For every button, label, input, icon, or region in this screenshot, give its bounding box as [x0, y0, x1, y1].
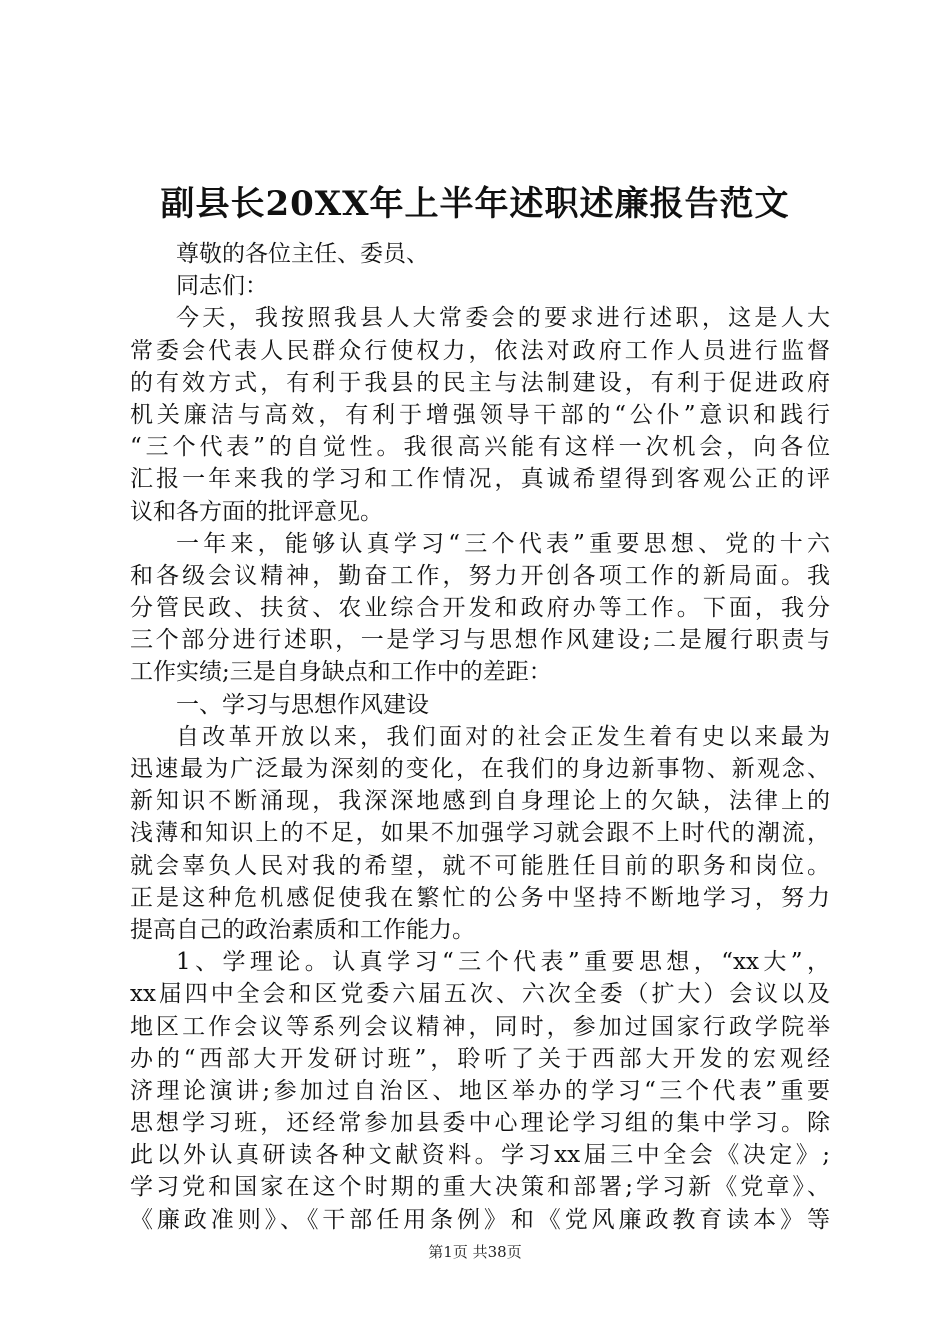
text-line: 常委会代表人民群众行使权力，依法对政府工作人员进行监督 — [130, 337, 830, 364]
text-line: 济理论演讲;参加过自治区、地区举办的学习“三个代表”重要 — [130, 1077, 830, 1104]
document-body — [130, 238, 830, 1236]
document-title: 副县长20XX年上半年述职述廉报告范文 — [160, 184, 790, 224]
text-line: 新知识不断涌现，我深深地感到自身理论上的欠缺，法律上的 — [130, 788, 830, 815]
text-line: 分管民政、扶贫、农业综合开发和政府办等工作。下面，我分 — [130, 595, 830, 622]
text-line: 此以外认真研读各种文献资料。学习xx届三中全会《决定》; — [130, 1142, 830, 1169]
text-line: 今天，我按照我县人大常委会的要求进行述职，这是人大 — [176, 305, 830, 332]
page-indicator: 第1页 共38页 — [428, 1243, 522, 1261]
text-line: 《廉政准则》、《干部任用条例》和《党风廉政教育读本》等 — [130, 1206, 830, 1233]
text-line: 思想学习班，还经常参加县委中心理论学习组的集中学习。除 — [130, 1110, 830, 1137]
text-line: 提高自己的政治素质和工作能力。 — [130, 916, 475, 943]
text-line: 和各级会议精神，勤奋工作，努力开创各项工作的新局面。我 — [130, 562, 830, 589]
text-line: 机关廉洁与高效，有利于增强领导干部的“公仆”意识和践行 — [130, 401, 830, 428]
text-line: 自改革开放以来，我们面对的社会正发生着有史以来最为 — [176, 723, 830, 750]
text-line: 正是这种危机感促使我在繁忙的公务中坚持不断地学习，努力 — [130, 884, 830, 911]
text-line: 迅速最为广泛最为深刻的变化，在我们的身边新事物、新观念、 — [130, 756, 830, 782]
text-line: 汇报一年来我的学习和工作情况，真诚希望得到客观公正的评 — [130, 466, 830, 493]
text-line: 浅薄和知识上的不足，如果不加强学习就会跟不上时代的潮流， — [130, 820, 830, 847]
text-line: 工作实绩;三是自身缺点和工作中的差距： — [130, 659, 552, 686]
text-line: 1、学理论。认真学习“三个代表”重要思想，“xx大”， — [176, 949, 830, 976]
text-line: 就会辜负人民对我的希望，就不可能胜任目前的职务和岗位。 — [130, 852, 830, 879]
text-line: “三个代表”的自觉性。我很高兴能有这样一次机会，向各位 — [130, 434, 830, 461]
text-line: 同志们： — [176, 273, 268, 300]
text-line: 学习党和国家在这个时期的重大决策和部署;学习新《党章》、 — [130, 1174, 830, 1201]
text-line: 三个部分进行述职，一是学习与思想作风建设;二是履行职责与 — [130, 627, 830, 654]
text-line: 尊敬的各位主任、委员、 — [176, 241, 429, 267]
text-line: xx届四中全会和区党委六届五次、六次全委（扩大）会议以及 — [130, 981, 830, 1008]
text-line: 办的“西部大开发研讨班”，聆听了关于西部大开发的宏观经 — [130, 1045, 830, 1072]
text-line: 一、学习与思想作风建设 — [176, 691, 429, 718]
text-line: 一年来，能够认真学习“三个代表”重要思想、党的十六 — [176, 530, 830, 557]
text-line: 地区工作会议等系列会议精神，同时，参加过国家行政学院举 — [130, 1013, 830, 1040]
text-line: 的有效方式，有利于我县的民主与法制建设，有利于促进政府 — [130, 369, 830, 396]
text-line: 议和各方面的批评意见。 — [130, 498, 383, 525]
